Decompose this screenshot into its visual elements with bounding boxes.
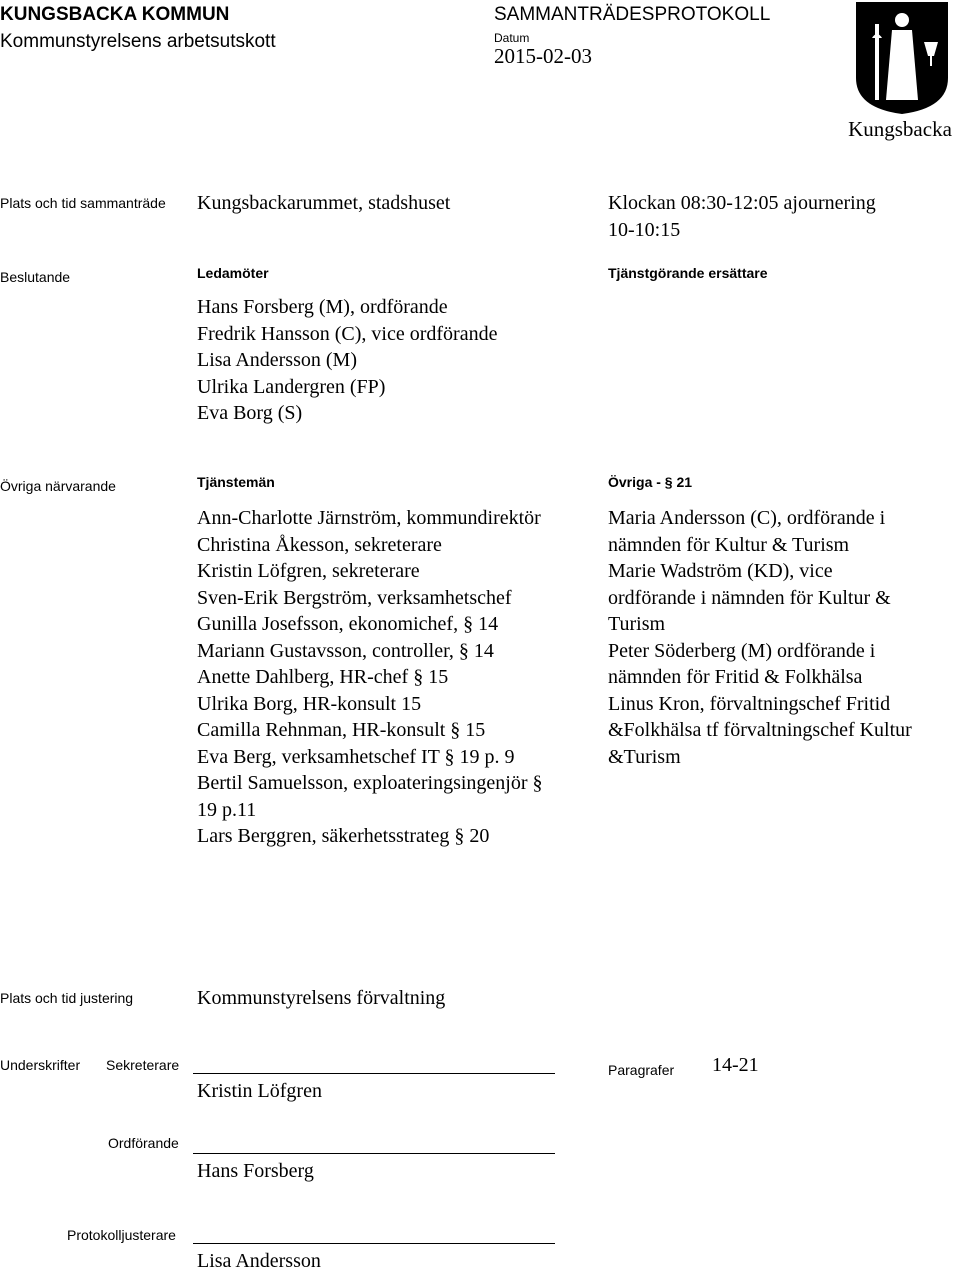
coat-of-arms-icon [848, 0, 960, 146]
list-item: Turism [608, 613, 666, 635]
list-item: &Turism [608, 745, 681, 768]
substitutes-heading: Tjänstgörande ersättare [608, 265, 768, 281]
chair-name: Hans Forsberg [197, 1160, 314, 1182]
list-item: Bertil Samuelsson, exploateringsingenjör § [197, 772, 543, 794]
meeting-place: Kungsbackarummet, stadshuset [197, 192, 451, 214]
members-heading: Ledamöter [197, 265, 269, 281]
list-item: Mariann Gustavsson, controller, § 14 [197, 639, 494, 662]
secretary-signature-line [193, 1073, 555, 1074]
list-item: Ann-Charlotte Järnström, kommundirektör [197, 507, 541, 529]
officials-list [197, 505, 543, 850]
paragraphs-label: Paragrafer [608, 1062, 675, 1078]
date-label: Datum [494, 31, 530, 45]
secretary-label: Sekreterare [106, 1057, 180, 1073]
adjuster-name: Lisa Andersson [197, 1250, 321, 1272]
list-item: Lisa Andersson (M) [197, 349, 357, 371]
list-item: Linus Kron, förvaltningschef Fritid [608, 692, 891, 715]
logo-wordmark: Kungsbacka [848, 117, 952, 141]
list-item: Maria Andersson (C), ordförande i [608, 507, 886, 529]
list-item: nämnden för Fritid & Folkhälsa [608, 666, 863, 688]
list-item: Eva Berg, verksamhetschef IT § 19 p. 9 [197, 745, 515, 768]
list-item: nämnden för Kultur & Turism [608, 533, 850, 556]
adjuster-label: Protokolljusterare [67, 1227, 176, 1243]
list-item: Eva Borg (S) [197, 402, 303, 424]
list-item: Hans Forsberg (M), ordförande [197, 296, 448, 318]
officials-heading: Tjänstemän [197, 474, 275, 490]
list-item: &Folkhälsa tf förvaltningschef Kultur [608, 719, 912, 741]
municipality-name: KUNGSBACKA KOMMUN [0, 4, 230, 25]
list-item: Anette Dahlberg, HR-chef § 15 [197, 666, 449, 688]
meeting-time-line: Klockan 08:30-12:05 ajournering [608, 192, 876, 214]
list-item: Gunilla Josefsson, ekonomichef, § 14 [197, 613, 499, 635]
decision-makers-label: Beslutande [0, 269, 71, 285]
list-item: 19 p.11 [197, 798, 257, 821]
signatures-label: Underskrifter [0, 1057, 81, 1073]
list-item: Kristin Löfgren, sekreterare [197, 560, 420, 582]
list-item: Marie Wadström (KD), vice [608, 560, 833, 582]
adjustment-place: Kommunstyrelsens förvaltning [197, 987, 446, 1009]
others-present-label: Övriga närvarande [0, 478, 116, 494]
municipality-logo [848, 0, 960, 146]
place-time-label: Plats och tid sammanträde [0, 195, 166, 211]
committee-name: Kommunstyrelsens arbetsutskott [0, 31, 276, 52]
adjuster-signature-line [193, 1243, 555, 1244]
list-item: Sven-Erik Bergström, verksamhetschef [197, 586, 512, 609]
others-heading: Övriga - § 21 [608, 474, 693, 490]
paragraphs-value: 14-21 [712, 1054, 759, 1076]
date-value: 2015-02-03 [494, 44, 592, 68]
meeting-time-line: 10-10:15 [608, 218, 681, 241]
list-item: Camilla Rehnman, HR-konsult § 15 [197, 719, 486, 741]
chair-label: Ordförande [108, 1135, 179, 1151]
adjustment-label: Plats och tid justering [0, 990, 134, 1006]
list-item: Peter Söderberg (M) ordförande i [608, 639, 876, 662]
list-item: Lars Berggren, säkerhetsstrateg § 20 [197, 825, 490, 847]
list-item: Christina Åkesson, sekreterare [197, 533, 442, 556]
list-item: ordförande i nämnden för Kultur & [608, 586, 891, 609]
list-item: Fredrik Hansson (C), vice ordförande [197, 322, 498, 345]
chair-signature-line [193, 1153, 555, 1154]
list-item: Ulrika Borg, HR-konsult 15 [197, 692, 422, 715]
document-type: SAMMANTRÄDESPROTOKOLL [494, 4, 771, 25]
secretary-name: Kristin Löfgren [197, 1080, 322, 1102]
members-list [197, 294, 497, 427]
list-item: Ulrika Landergren (FP) [197, 375, 386, 398]
meeting-time [608, 190, 876, 243]
others-list [608, 505, 912, 770]
